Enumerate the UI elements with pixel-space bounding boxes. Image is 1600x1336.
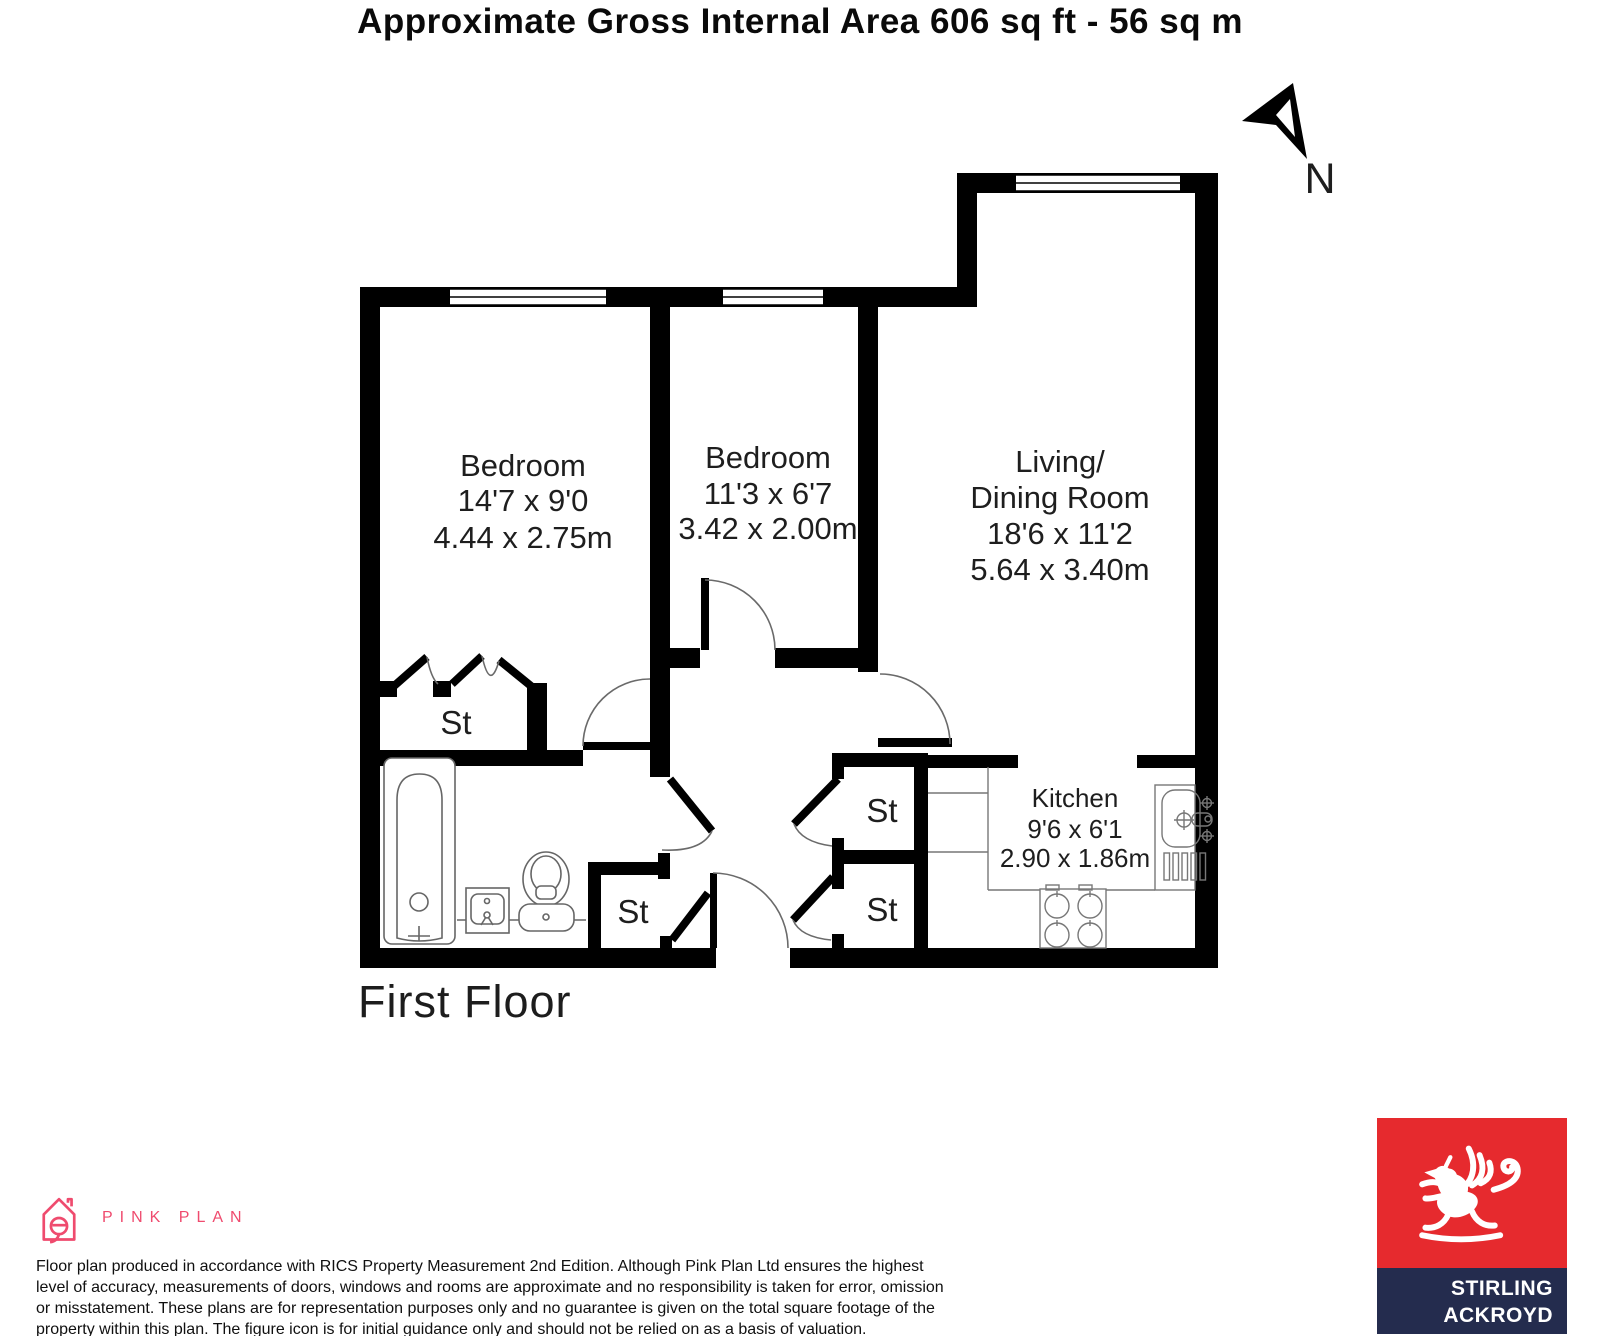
bedroom2-name: Bedroom	[705, 440, 831, 475]
door-leaves-diagonal	[394, 656, 838, 940]
living-name-line1: Living/	[1015, 444, 1105, 479]
agent-name	[1377, 1268, 1567, 1334]
bedroom1-label	[433, 448, 612, 555]
disclaimer-line: level of accuracy, measurements of doors, windows and rooms are approximate and no responsibility is taken for error, omission	[36, 1279, 944, 1296]
kitchen-metric: 2.90 x 1.86m	[999, 843, 1151, 873]
living-name-line2: Dining Room	[970, 480, 1150, 515]
storage-label: St	[617, 893, 649, 930]
north-arrow-icon	[1242, 83, 1336, 203]
disclaimer-line: property within this plan. The figure icon is for initial guidance only and should not be relied on as a basis of valuation.	[36, 1321, 867, 1336]
window-bedroom2-icon	[723, 289, 823, 306]
bathroom-fixtures	[384, 758, 586, 944]
floor-label: First Floor	[358, 976, 572, 1027]
disclaimer-line: or misstatement. These plans are for representation purposes only and no guarantee is given on the total square footage of the	[36, 1300, 935, 1317]
griffin-icon	[1377, 1118, 1567, 1268]
window-living-icon	[1016, 175, 1180, 192]
bedroom1-name: Bedroom	[460, 448, 586, 483]
window-bedroom1-icon	[450, 289, 606, 306]
living-imperial: 18'6 x 11'2	[987, 516, 1133, 551]
kitchen-name: Kitchen	[1031, 783, 1119, 813]
stirling-ackroyd-logo	[1377, 1118, 1567, 1334]
pink-plan-house-icon	[38, 1192, 80, 1244]
bedroom2-label	[678, 440, 857, 546]
bedroom2-metric: 3.42 x 2.00m	[678, 511, 858, 546]
storage-label: St	[866, 792, 898, 829]
bedroom1-metric: 4.44 x 2.75m	[433, 520, 613, 555]
window-icons	[450, 175, 1180, 306]
storage-label: St	[866, 891, 898, 928]
toilet-icon	[519, 852, 574, 931]
bedroom2-imperial: 11'3 x 6'7	[703, 476, 833, 511]
kitchen-label	[1000, 783, 1150, 873]
living-metric: 5.64 x 3.40m	[970, 552, 1150, 587]
pink-plan-logo	[38, 1192, 249, 1244]
storage-label: St	[440, 704, 472, 741]
agent-name-line2: ACKROYD	[1443, 1304, 1553, 1327]
living-dining-label	[970, 444, 1149, 587]
page-title: Approximate Gross Internal Area 606 sq ft - 56 sq m	[357, 2, 1243, 41]
hob-icon	[1040, 885, 1106, 948]
kitchen-imperial: 9'6 x 6'1	[1027, 814, 1123, 844]
pink-plan-name: PINK PLAN	[102, 1209, 249, 1226]
bathtub-icon	[384, 758, 455, 944]
agent-name-line1: STIRLING	[1451, 1277, 1553, 1300]
bedroom1-imperial: 14'7 x 9'0	[457, 483, 589, 518]
disclaimer-line: Floor plan produced in accordance with RICS Property Measurement 2nd Edition. Although Pink Plan Ltd ensures the highest	[36, 1258, 924, 1275]
disclaimer-text	[36, 1256, 946, 1336]
bathroom-sink-icon	[466, 888, 509, 933]
north-label: N	[1304, 155, 1336, 203]
